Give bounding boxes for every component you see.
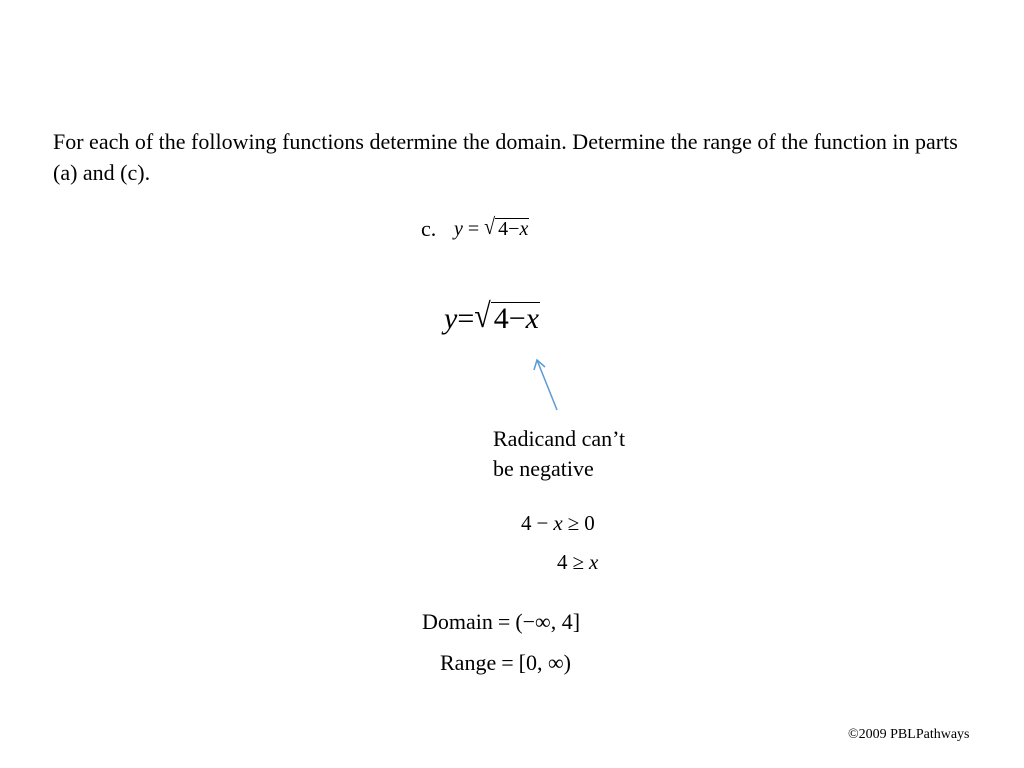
inequality-2 bbox=[557, 550, 598, 575]
range-label: Range bbox=[440, 650, 497, 675]
function-equation-small bbox=[454, 214, 529, 241]
copyright-text: ©2009 PBLPathways bbox=[848, 727, 970, 742]
domain-value: (−∞, 4] bbox=[515, 609, 581, 634]
ineq1-rhs: 0 bbox=[584, 511, 595, 535]
ineq1-minus: − bbox=[536, 511, 549, 535]
eq-equals: = bbox=[467, 218, 480, 240]
range-result bbox=[440, 650, 571, 676]
eq-var-y: y bbox=[444, 302, 458, 335]
eq-var-y: y bbox=[454, 218, 463, 240]
ineq2-var: x bbox=[589, 550, 599, 574]
ineq2-lhs: 4 bbox=[557, 550, 568, 574]
radicand-const: 4 bbox=[498, 218, 509, 240]
radicand bbox=[495, 218, 529, 240]
note-line-1: Radicand can’t bbox=[493, 426, 626, 451]
domain-label: Domain bbox=[422, 609, 493, 634]
inequality-1 bbox=[521, 511, 595, 536]
range-equals: = bbox=[501, 650, 514, 675]
ineq2-op: ≥ bbox=[572, 550, 585, 574]
radicand-var: x bbox=[525, 302, 539, 335]
eq-equals: = bbox=[457, 302, 475, 335]
domain-result bbox=[422, 609, 580, 635]
radicand-minus: − bbox=[508, 302, 526, 335]
domain-equals: = bbox=[497, 609, 511, 634]
radicand-minus: − bbox=[508, 218, 520, 240]
ineq1-var: x bbox=[553, 511, 563, 535]
ineq1-const: 4 bbox=[521, 511, 532, 535]
note-line-2: be negative bbox=[493, 456, 594, 481]
radicand-note bbox=[493, 424, 693, 484]
problem-statement: For each of the following functions determine the domain. Determine the range of the function in parts (a) and (c). bbox=[53, 129, 958, 185]
sqrt-symbol: √ bbox=[474, 296, 491, 335]
sqrt-symbol: √ bbox=[484, 214, 496, 240]
part-label: c. bbox=[421, 216, 437, 241]
radicand bbox=[491, 302, 540, 335]
annotation-arrow-icon bbox=[525, 350, 570, 420]
ineq1-op: ≥ bbox=[567, 511, 580, 535]
function-equation-large bbox=[444, 296, 540, 336]
radicand-const: 4 bbox=[493, 302, 509, 335]
range-value: [0, ∞) bbox=[518, 650, 571, 675]
radicand-var: x bbox=[519, 218, 529, 240]
